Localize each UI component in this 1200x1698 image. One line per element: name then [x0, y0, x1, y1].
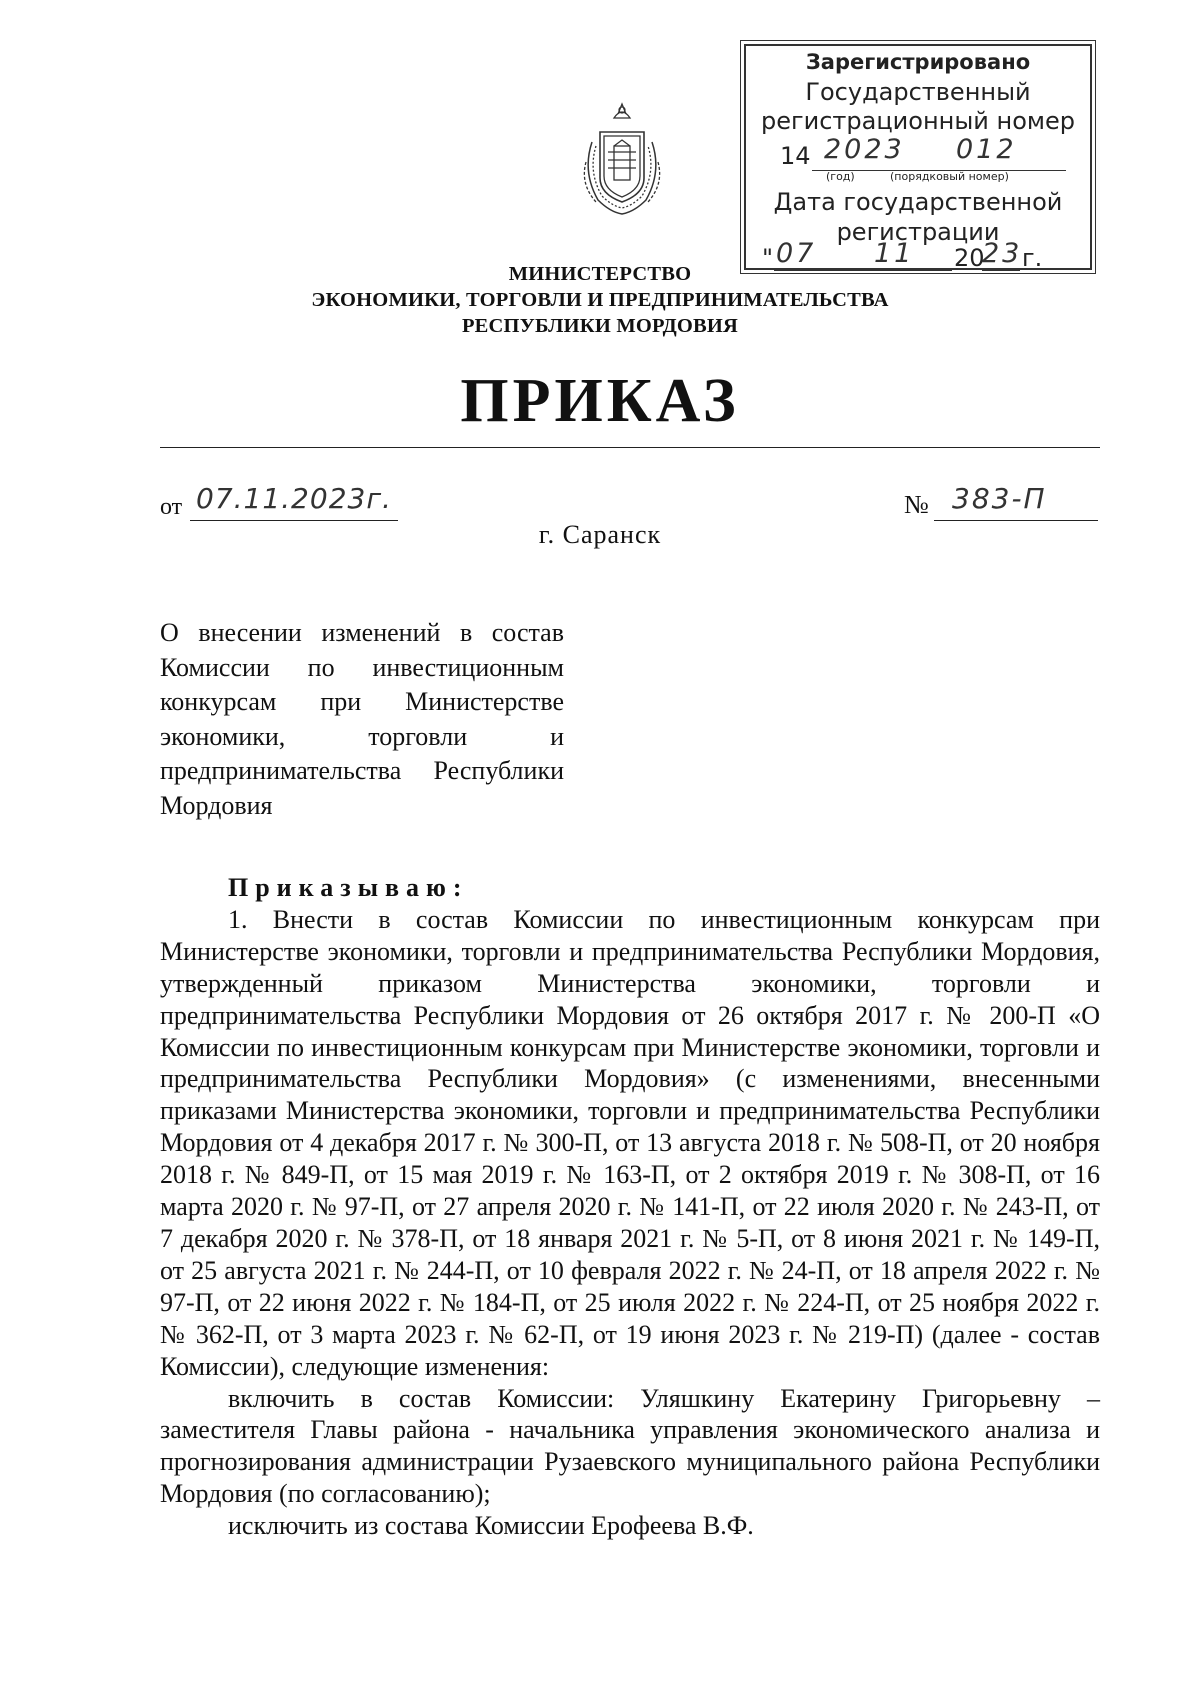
registration-stamp — [744, 44, 1092, 270]
stamp-number-caption: (порядковый номер) — [890, 170, 1009, 183]
stamp-year-prefix: 20 — [954, 244, 985, 272]
stamp-year-caption: (год) — [826, 170, 855, 183]
subject-line: предпринимательства Республики — [160, 756, 564, 785]
order-item-1: 1. Внести в состав Комиссии по инвестиционным конкурсам при Министерстве экономики, торговли и предпринимательства Республики Мордовия, утвержденный приказом Министерства экономики, торговли и предпринимательства Республики Мордовия от 26 октября 2017 г. № 200-П «О Комиссии по инвестиционным конкурсам при Министерстве экономики, торговли и предпринимательства Республики Мордовия» (с изменениями, внесенными приказами Министерства экономики, торговли и предпринимательства Республики Мордовия от 4 декабря 2017 г. № 300-П, от 13 августа 2018 г. № 508-П, от 20 ноября 2018 г. № 849-П, от 15 мая 2019 г. № 163-П, от 2 октября 2019 г. № 308-П, от 16 марта 2020 г. № 97-П, от 27 апреля 2020 г. № 141-П, от 22 июля 2020 г. № 243-П, от 7 декабря 2020 г. № 378-П, от 18 января 2021 г. № 5-П, от 8 июня 2021 г. № 149-П, от 25 августа 2021 г. № 244-П, от 10 февраля 2022 г. № 24-П, от 18 апреля 2022 г. № 97-П, от 22 июня 2022 г. № 184-П, от 25 июля 2022 г. № 224-П, от 25 ноября 2022 г. № 362-П, от 3 марта 2023 г. № 62-П, от 19 июня 2023 г. № 219-П) (далее - состав Комиссии), следующие изменения: — [160, 904, 1100, 1381]
date-value-handwritten: 07.11.2023г. — [196, 482, 392, 515]
stamp-day-handwritten: 07 — [776, 238, 817, 269]
stamp-reg-number-handwritten: 012 — [956, 134, 1017, 165]
subject-line: О внесении изменений в состав — [160, 618, 564, 647]
stamp-reg-year-handwritten: 2023 — [824, 134, 905, 165]
stamp-month-handwritten: 11 — [874, 238, 915, 269]
ministry-line-3: РЕСПУБЛИКИ МОРДОВИЯ — [461, 315, 739, 337]
order-subject — [160, 616, 564, 823]
subject-line: экономики, торговли и — [160, 721, 564, 751]
ministry-line-1: МИНИСТЕРСТВО — [508, 263, 692, 285]
stamp-open-quote: " — [762, 244, 774, 272]
coat-of-arms-emblem — [574, 102, 670, 220]
subject-line: Мордовия — [160, 790, 273, 820]
city: г. Саранск — [538, 520, 662, 549]
stamp-reg-number-row — [746, 136, 1090, 170]
title-divider — [160, 447, 1100, 448]
stamp-line-state: Государственный — [805, 78, 1031, 106]
document-title: ПРИКАЗ — [460, 367, 740, 435]
stamp-title: Зарегистрировано — [805, 50, 1031, 74]
number-label: № — [904, 490, 929, 519]
stamp-reg-prefix: 14 — [780, 142, 811, 170]
ministry-line-2: ЭКОНОМИКИ, ТОРГОВЛИ И ПРЕДПРИНИМАТЕЛЬСТВА — [311, 289, 889, 311]
subject-line: Комиссии по инвестиционным — [160, 652, 564, 682]
stamp-year-end: г. — [1022, 244, 1043, 272]
number-value-handwritten: 383-П — [952, 482, 1047, 515]
stamp-line-registration: регистрации — [836, 218, 1000, 246]
order-directive: Приказываю: — [228, 873, 469, 902]
stamp-year-handwritten: 23 — [982, 238, 1023, 269]
order-exclude-clause: исключить из состава Комиссии Ерофеева В.Ф. — [228, 1511, 754, 1541]
order-include-clause: включить в состав Комиссии: Уляшкину Екатерину Григорьевну – заместителя Главы района - начальника управления экономического анализа и прогнозирования администрации Рузаевского муниципального района Республики Мордовия (по согласованию); — [160, 1383, 1100, 1509]
subject-line: конкурсам при Министерстве — [160, 687, 564, 716]
stamp-line-date: Дата государственной — [773, 188, 1063, 216]
order-body — [160, 872, 1100, 1542]
stamp-line-reg-number: регистрационный номер — [761, 107, 1075, 135]
date-label: от — [160, 494, 183, 520]
